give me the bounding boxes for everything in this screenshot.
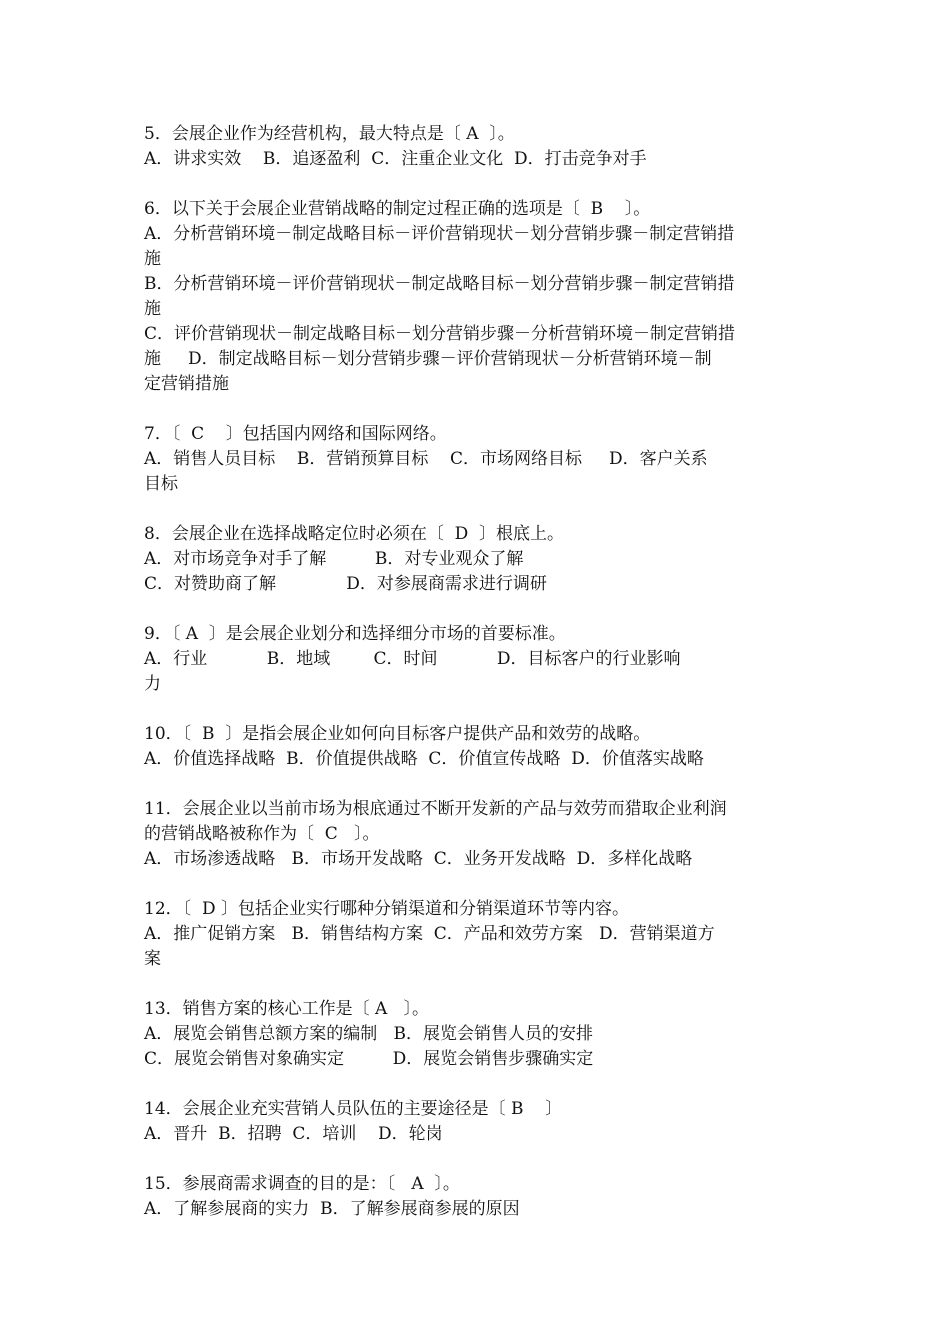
question-8 [144, 522, 814, 597]
answer-options: A．价值选择战略 B．价值提供战略 C．价值宣传战略 D．价值落实战略 [144, 749, 704, 769]
answer-options-ab: A．对市场竞争对手了解 B．对专业观众了解 [144, 549, 524, 569]
question-15 [144, 1172, 814, 1222]
answer-options: A．市场渗透战略 B．市场开发战略 C．业务开发战略 D．多样化战略 [144, 849, 693, 869]
answer-options: A．晋升 B．招聘 C．培训 D．轮岗 [144, 1124, 443, 1144]
question-text-cont: 的营销战略被称作为〔 C 〕。 [144, 824, 380, 844]
question-text: 9．〔 A 〕是会展企业划分和选择细分市场的首要标准。 [144, 624, 566, 644]
answer-option-b: B．分析营销环境－评价营销现状－制定战略目标－划分营销步骤－制定营销措 [144, 274, 735, 294]
question-text: 7．〔 C 〕包括国内网络和国际网络。 [144, 424, 447, 444]
answer-options: A．行业 B．地域 C．时间 D．目标客户的行业影响 [144, 649, 681, 669]
answer-options-ab: A．展览会销售总额方案的编制 B．展览会销售人员的安排 [144, 1024, 593, 1044]
question-14 [144, 1097, 814, 1147]
answer-options-cont: 案 [144, 949, 161, 969]
question-text: 5．会展企业作为经营机构，最大特点是〔 A 〕。 [144, 124, 515, 144]
answer-option-a-cont: 施 [144, 249, 161, 269]
question-7 [144, 422, 814, 497]
question-text: 15．参展商需求调查的目的是：〔 A 〕。 [144, 1174, 460, 1194]
answer-options: A．销售人员目标 B．营销预算目标 C．市场网络目标 D．客户关系 [144, 449, 708, 469]
question-text: 10．〔 B 〕是指会展企业如何向目标客户提供产品和效劳的战略。 [144, 724, 651, 744]
answer-option-b-cont: 施 [144, 299, 161, 319]
question-text: 12．〔 D 〕包括企业实行哪种分销渠道和分销渠道环节等内容。 [144, 899, 629, 919]
question-text: 11．会展企业以当前市场为根底通过不断开发新的产品与效劳而猎取企业利润 [144, 799, 727, 819]
document-page [144, 122, 814, 1247]
answer-option-d-cont: 定营销措施 [144, 374, 229, 394]
answer-options-cd: C．对赞助商了解 D．对参展商需求进行调研 [144, 574, 547, 594]
question-text: 13．销售方案的核心工作是〔 A 〕。 [144, 999, 430, 1019]
question-9 [144, 622, 814, 697]
answer-options-cont: 力 [144, 674, 161, 694]
question-13 [144, 997, 814, 1072]
answer-options: A．了解参展商的实力 B．了解参展商参展的原因 [144, 1199, 520, 1219]
question-6 [144, 197, 814, 397]
question-text: 14．会展企业充实营销人员队伍的主要途径是〔 B 〕 [144, 1099, 563, 1119]
answer-options: A．推广促销方案 B．销售结构方案 C．产品和效劳方案 D．营销渠道方 [144, 924, 715, 944]
question-text: 8．会展企业在选择战略定位时必须在〔 D 〕根底上。 [144, 524, 565, 544]
question-5 [144, 122, 814, 172]
question-10 [144, 722, 814, 772]
question-11 [144, 797, 814, 872]
answer-options: A．讲求实效 B．追逐盈利 C．注重企业文化 D．打击竞争对手 [144, 149, 647, 169]
question-text: 6．以下关于会展企业营销战略的制定过程正确的选项是〔 B 〕。 [144, 199, 651, 219]
question-12 [144, 897, 814, 972]
answer-options-cd: C．展览会销售对象确实定 D．展览会销售步骤确实定 [144, 1049, 594, 1069]
answer-option-c-d: 施 D．制定战略目标－划分营销步骤－评价营销现状－分析营销环境－制 [144, 349, 712, 369]
answer-options-cont: 目标 [144, 474, 178, 494]
answer-option-c: C．评价营销现状－制定战略目标－划分营销步骤－分析营销环境－制定营销措 [144, 324, 736, 344]
answer-option-a: A．分析营销环境－制定战略目标－评价营销现状－划分营销步骤－制定营销措 [144, 224, 735, 244]
